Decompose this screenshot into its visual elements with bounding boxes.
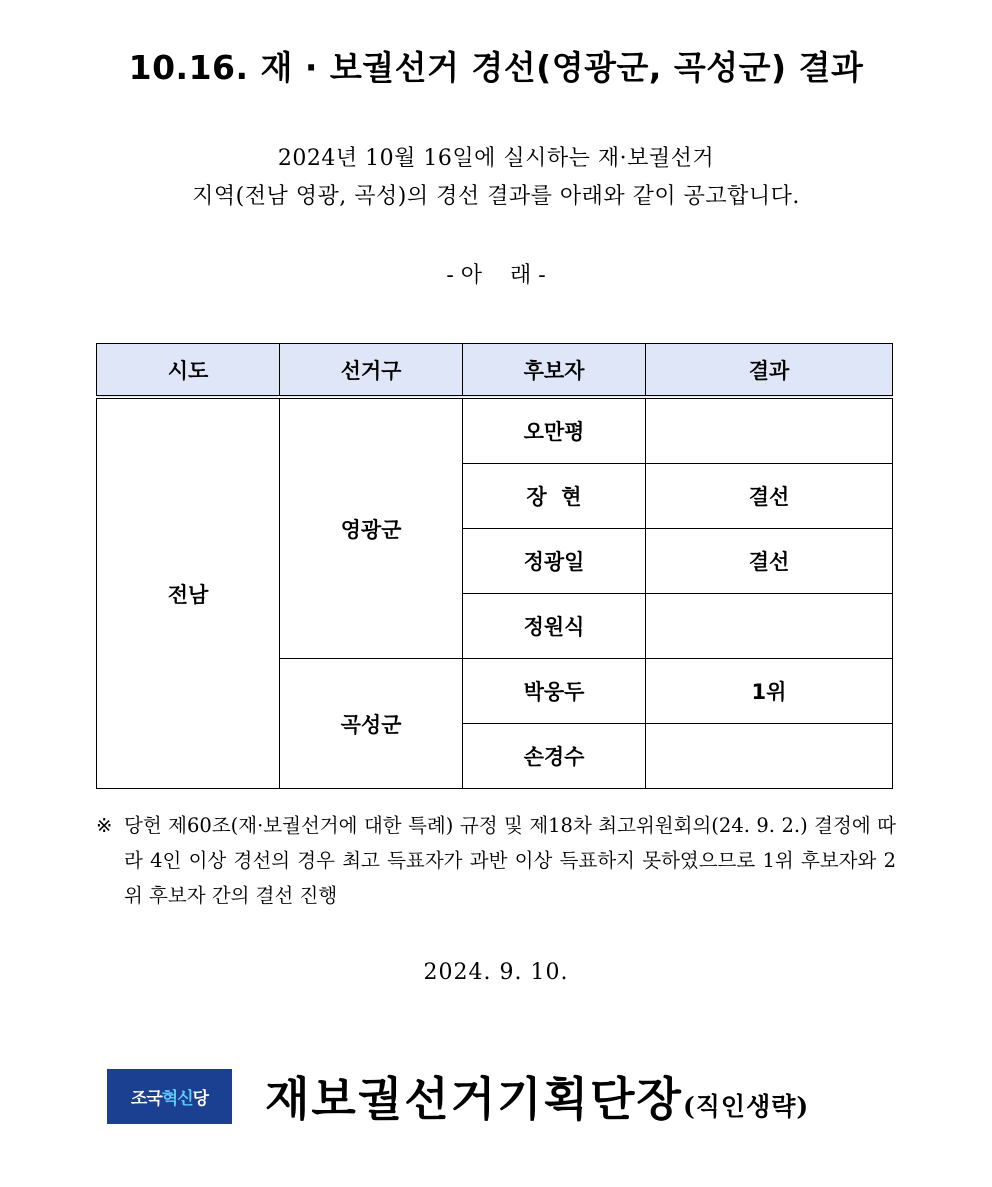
logo-text-highlight: 혁신 bbox=[161, 1089, 193, 1109]
logo-text-suffix: 당 bbox=[192, 1089, 209, 1109]
signer-block bbox=[265, 1063, 809, 1129]
result-table bbox=[96, 343, 893, 789]
header-sido: 시도 bbox=[97, 344, 280, 398]
cell-candidate: 정광일 bbox=[463, 529, 646, 594]
cell-result: 1위 bbox=[646, 659, 893, 724]
footnote-text: 당헌 제60조(재·보궐선거에 대한 특례) 규정 및 제18차 최고위원회의(24. 9. 2.) 결정에 따라 4인 이상 경선의 경우 최고 득표자가 과반 이상 득표하지 못하였으므로 1위 후보자와 2위 후보자 간의 결선 진행 bbox=[124, 814, 896, 907]
seal-omitted-note: (직인생략) bbox=[682, 1092, 810, 1121]
reference-mark: ※ bbox=[96, 814, 113, 837]
cell-candidate: 손경수 bbox=[463, 724, 646, 789]
table-row bbox=[97, 397, 893, 464]
intro-text bbox=[0, 140, 992, 216]
cell-result: 결선 bbox=[646, 464, 893, 529]
cell-result bbox=[646, 724, 893, 789]
arae-heading: - 아 래 - bbox=[446, 263, 546, 288]
cell-sido: 전남 bbox=[97, 397, 280, 789]
table-header-row bbox=[97, 344, 893, 398]
cell-result bbox=[646, 594, 893, 659]
intro-line-1: 2024년 10월 16일에 실시하는 재·보궐선거 bbox=[277, 146, 715, 171]
header-district: 선거구 bbox=[280, 344, 463, 398]
header-candidate: 후보자 bbox=[463, 344, 646, 398]
signer-name: 재보궐선거기획단장 bbox=[265, 1072, 683, 1126]
logo-text-prefix: 조국 bbox=[130, 1089, 162, 1109]
cell-candidate: 박웅두 bbox=[463, 659, 646, 724]
cell-result bbox=[646, 397, 893, 464]
cell-district-yeonggwang: 영광군 bbox=[280, 397, 463, 659]
intro-line-2: 지역(전남 영광, 곡성)의 경선 결과를 아래와 같이 공고합니다. bbox=[192, 184, 800, 209]
cell-district-gokseong: 곡성군 bbox=[280, 659, 463, 789]
cell-result: 결선 bbox=[646, 529, 893, 594]
party-logo bbox=[107, 1069, 232, 1124]
cell-candidate: 장 현 bbox=[463, 464, 646, 529]
page-title: 10.16. 재 · 보궐선거 경선(영광군, 곡성군) 결과 bbox=[128, 48, 864, 87]
announcement-date: 2024. 9. 10. bbox=[423, 960, 569, 985]
footnote bbox=[96, 808, 896, 913]
header-result: 결과 bbox=[646, 344, 893, 398]
cell-candidate: 정원식 bbox=[463, 594, 646, 659]
cell-candidate: 오만평 bbox=[463, 397, 646, 464]
